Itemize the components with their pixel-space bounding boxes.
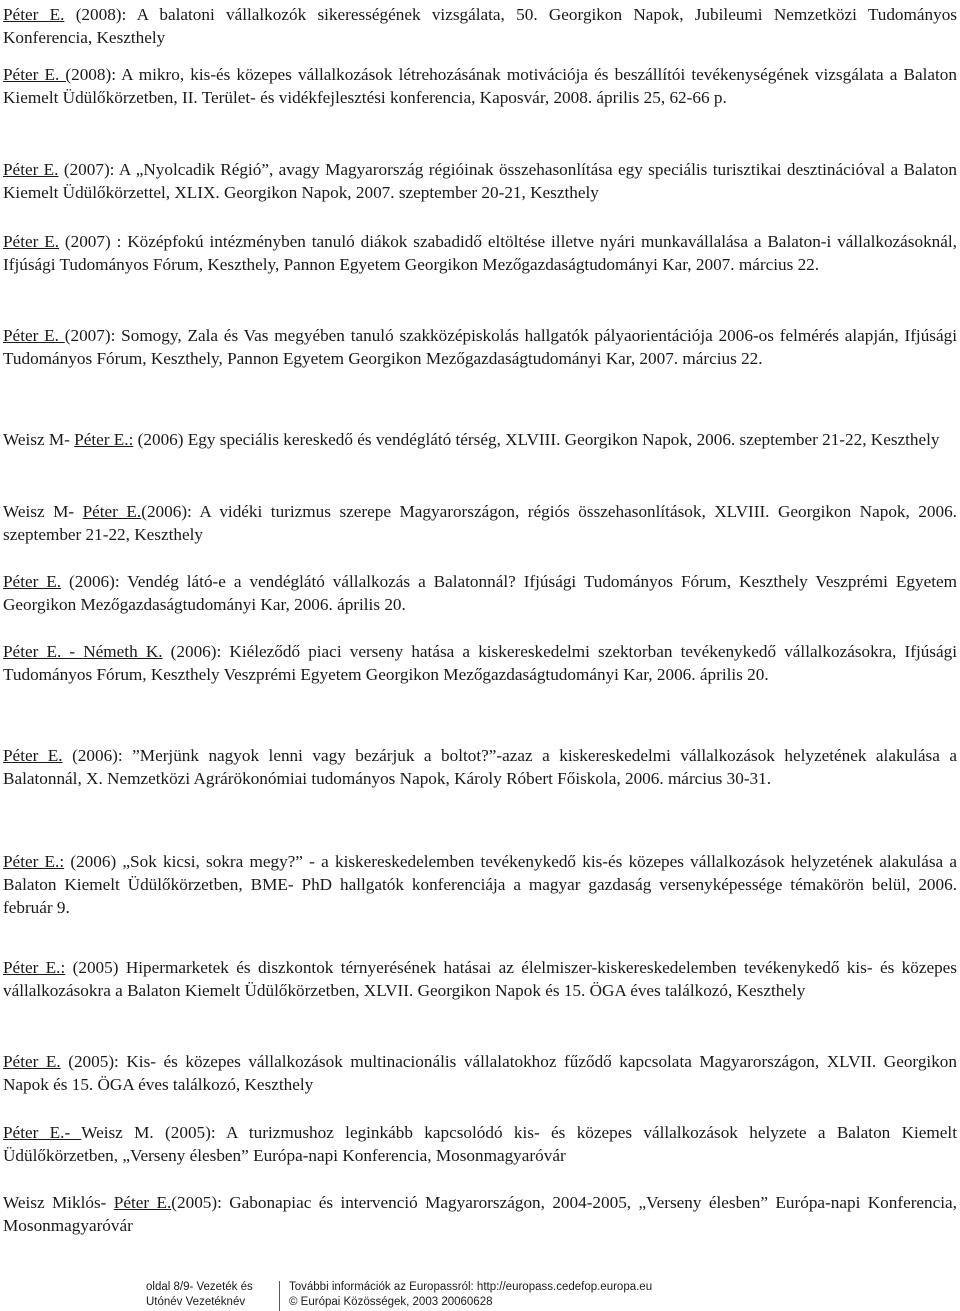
entry-author: Péter E. [3,572,62,591]
entry-author: Péter E. - Németh K. [3,642,163,661]
entry-text: (2005) Hipermarketek és diszkontok térnyerésének hatásai az élelmiszer-kiskereskedelemben tevékenykedő kis- és közepes vállalkozásokra a Balaton Kiemelt Üdülőkörzetben, XLVII. Georgikon Napok és 15. ÖGA éves találkozó, Keszthely [3,958,957,1001]
entry-text: (2007) : Középfokú intézményben tanuló diákok szabadidő eltöltése illetve nyári munkavállalása a Balaton-i vállalkozásoknál, Ifjúsági Tudományos Fórum, Keszthely, Pannon Egyetem Georgikon Mezőgazdaságtudományi Kar, 2007. március 22. [3,232,957,275]
entry-author: Péter E. [3,232,59,251]
entry-author: Péter E. [3,746,63,765]
entry-author: Péter E.: [3,852,65,871]
entry-text: (2006): Kiéleződő piaci verseny hatása a kiskereskedelmi szektorban tevékenykedő vállalkozásokra, Ifjúsági Tudományos Fórum, Keszthely Veszprémi Egyetem Georgikon Mezőgazdaságtudományi Kar, 2006. április 20. [3,642,957,685]
entry-coauthor: Weisz M- [3,502,83,521]
publication-entry [3,1121,957,1167]
footer-page-number: oldal 8/9- Vezeték és [146,1281,253,1293]
publication-entry [3,956,957,1002]
publication-entry [3,230,957,276]
publication-entry [3,1191,957,1237]
entry-text: (2006) „Sok kicsi, sokra megy?” - a kiskereskedelemben tevékenykedő kis-és közepes vállalkozások helyzetének alakulása a Balaton Kiemelt Üdülőkörzetben, BME- PhD hallgatók konferenciája a magyar gazdaság versenyképessége témakörön belül, 2006. február 9. [3,852,957,918]
publication-entry [3,1050,957,1096]
entry-author: Péter E.: [3,958,66,977]
entry-author: Péter E. ( [3,65,72,84]
publication-entry [3,158,957,204]
entry-text: (2006): A vidéki turizmus szerepe Magyarországon, régiós összehasonlítások, XLVIII. Georgikon Napok, 2006. szeptember 21-22, Keszthely [3,502,957,545]
footer-copyright: © Európai Közösségek, 2003 20060628 [289,1295,493,1308]
entry-author: Péter E. [82,502,142,521]
entry-text: (2007): Somogy, Zala és Vas megyében tanuló szakközépiskolás hallgatók pályaorientációja 2006-os felmérés alapján, Ifjúsági Tudományos Fórum, Keszthely, Pannon Egyetem Georgikon Mezőgazdaságtudományi Kar, 2007. március 22. [3,326,957,369]
entry-text: (2005): Gabonapiac és intervenció Magyarországon, 2004-2005, „Verseny élesben” Európa-napi Konferencia, Mosonmagyaróvár [3,1193,957,1236]
publication-entry [3,63,957,109]
footer-name: Utónév Vezetéknév [146,1295,246,1308]
entry-coauthor: Weisz Miklós- [3,1193,114,1212]
footer-europass-link: További információk az Europassról: http://europass.cedefop.europa.eu [289,1281,653,1293]
entry-text: (2006): ”Merjünk nagyok lenni vagy bezárjuk a boltot?”-azaz a kiskereskedelmi vállalkozások helyzetének alakulása a Balatonnál, X. Nemzetközi Agrárökonómiai tudományos Napok, Károly Róbert Főiskola, 2006. március 30-31. [3,746,957,789]
entry-text: (2006) Egy speciális kereskedő és vendéglátó térség, XLVIII. Georgikon Napok, 2006. szeptember 21-22, Keszthely [133,430,940,449]
footer-page-info [146,1280,276,1309]
entry-author: Péter E. [3,5,65,24]
publication-entry [3,850,957,920]
entry-text: (2005): Kis- és közepes vállalkozások multinacionális vállalatokhoz fűződő kapcsolata Magyarországon, XLVII. Georgikon Napok és 15. ÖGA éves találkozó, Keszthely [3,1052,957,1095]
entry-author: Péter E.: [74,430,134,449]
entry-coauthor: Weisz M- [3,430,75,449]
entry-text: (2006): Vendég látó-e a vendéglátó vállalkozás a Balatonnál? Ifjúsági Tudományos Fórum, Keszthely Veszprémi Egyetem Georgikon Mezőgazdaságtudományi Kar, 2006. április 20. [3,572,957,615]
entry-text: (2008): A balatoni vállalkozók sikerességének vizsgálata, 50. Georgikon Napok, Jubileumi Nemzetközi Tudományos Konferencia, Keszthely [3,5,957,48]
entry-text: 2008): A mikro, kis-és közepes vállalkozások létrehozásának motivációja és beszállítói tevékenységének vizsgálata a Balaton Kiemelt Üdülőkörzetben, II. Terület- és vidékfejlesztési konferencia, Kaposvár, 2008. április 25, 62-66 p. [3,65,957,108]
footer-divider [279,1281,280,1311]
entry-author: Péter E. [3,326,65,345]
publication-entry [3,640,957,686]
publication-entry [3,500,957,546]
publication-entry [3,570,957,616]
entry-author: Péter E. [3,1052,61,1071]
entry-author: Péter E. [3,160,59,179]
page-footer [146,1280,846,1310]
publication-entry [3,428,957,451]
entry-text: (2007): A „Nyolcadik Régió”, avagy Magyarország régióinak összehasonlítása egy speciális turisztikai desztinációval a Balaton Kiemelt Üdülőkörzettel, XLIX. Georgikon Napok, 2007. szeptember 20-21, Keszthely [3,160,957,203]
publication-entry [3,324,957,370]
footer-europass-info [289,1280,829,1309]
entry-author: Péter E.- [3,1123,82,1142]
publication-entry [3,3,957,49]
entry-author: Péter E. [113,1193,172,1212]
entry-text: Weisz M. (2005): A turizmushoz leginkább kapcsolódó kis- és közepes vállalkozások helyzete a Balaton Kiemelt Üdülőkörzetben, „Verseny élesben” Európa-napi Konferencia, Mosonmagyaróvár [3,1123,957,1166]
publication-entry [3,744,957,790]
